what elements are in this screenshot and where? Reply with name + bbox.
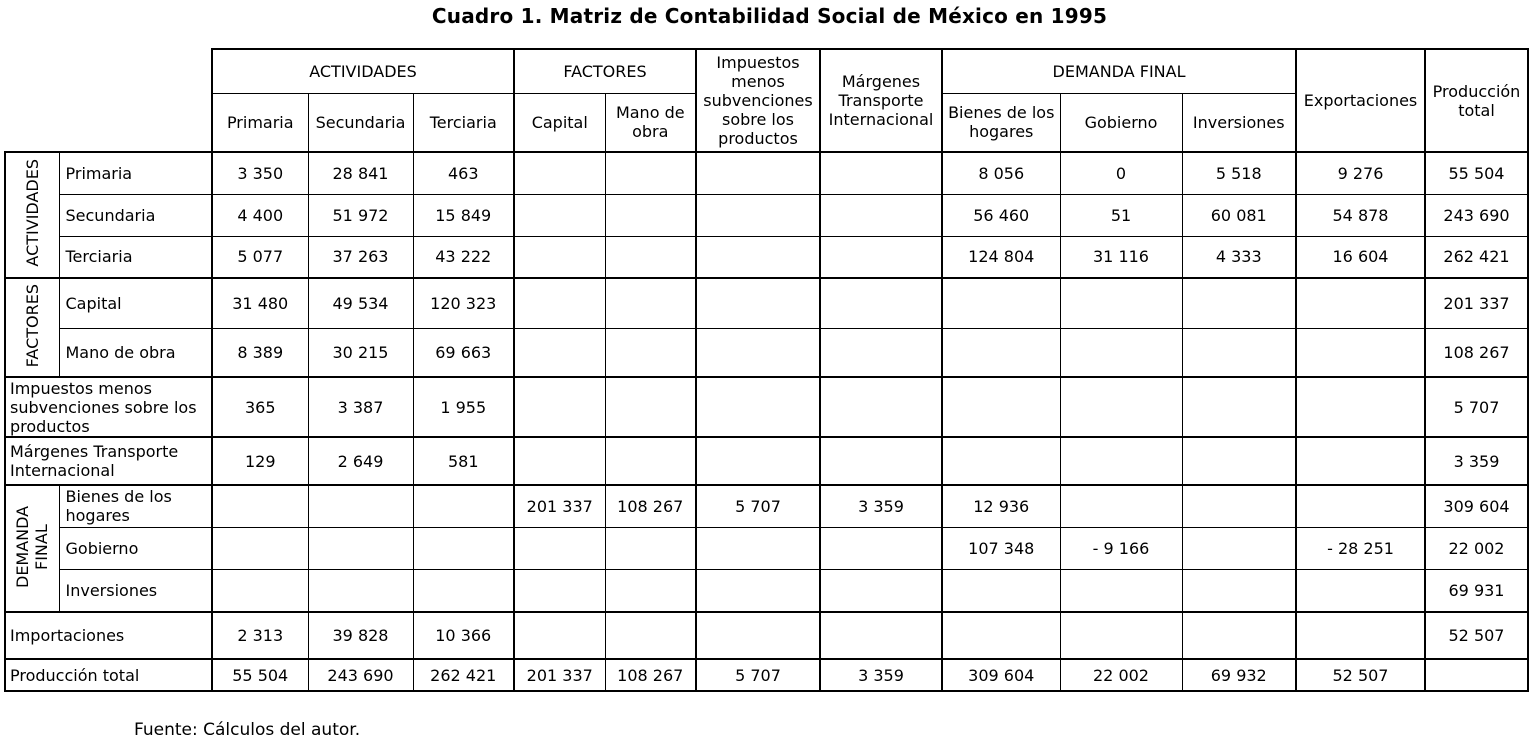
group-label-demanda-final [5,485,59,612]
table-cell: 52 507 [1296,659,1425,691]
table-cell: 129 [212,437,308,485]
table-cell [1060,485,1182,527]
table-row [5,485,1528,527]
header-margenes: Márgenes Transporte Internacional [820,49,942,152]
table-cell [1182,278,1296,328]
table-cell [942,328,1060,377]
table-cell: 55 504 [212,659,308,691]
table-row [5,377,1528,437]
table-cell: 60 081 [1182,194,1296,236]
corner-cell [5,49,212,152]
header-sub-terciaria: Terciaria [413,93,514,152]
group-label-actividades [5,152,59,278]
header-sub-mano-de-obra: Mano de obra [605,93,696,152]
table-cell: 28 841 [308,152,413,194]
table-cell: 10 366 [413,612,514,659]
table-cell: 5 707 [696,659,820,691]
table-cell [1296,328,1425,377]
table-cell: 3 359 [1425,437,1528,485]
group-label-factores [5,278,59,377]
table-cell: - 28 251 [1296,527,1425,569]
table-row [5,612,1528,659]
table-cell: 12 936 [942,485,1060,527]
table-cell [696,328,820,377]
table-cell [1060,377,1182,437]
table-cell [308,485,413,527]
table-cell: 2 313 [212,612,308,659]
table-cell [1425,659,1528,691]
table-cell [1296,569,1425,612]
table-cell: 8 056 [942,152,1060,194]
table-cell [413,485,514,527]
table-cell [605,328,696,377]
table-cell [605,152,696,194]
table-cell [605,236,696,278]
table-row [5,236,1528,278]
table-cell [820,194,942,236]
row-label-gobierno: Gobierno [59,527,212,569]
table-cell [605,569,696,612]
table-cell [1296,437,1425,485]
table-cell: 39 828 [308,612,413,659]
table-cell: 22 002 [1425,527,1528,569]
table-cell: 54 878 [1296,194,1425,236]
table-cell: 108 267 [605,659,696,691]
social-accounting-matrix-table [4,48,1529,692]
row-label-secundaria: Secundaria [59,194,212,236]
table-cell: 463 [413,152,514,194]
row-label-importaciones: Importaciones [5,612,212,659]
table-cell [696,377,820,437]
table-cell: 581 [413,437,514,485]
row-label-produccion-total: Producción total [5,659,212,691]
row-label-bienes-hogares: Bienes de los hogares [59,485,212,527]
table-cell: 3 350 [212,152,308,194]
table-cell: 201 337 [1425,278,1528,328]
table-cell [1060,612,1182,659]
table-cell [942,377,1060,437]
table-cell [696,236,820,278]
table-cell [696,527,820,569]
table-cell [942,569,1060,612]
table-cell [212,485,308,527]
table-cell: 69 931 [1425,569,1528,612]
row-label-impuestos: Impuestos menos subvenciones sobre los productos [5,377,212,437]
table-cell: 262 421 [1425,236,1528,278]
table-cell: 3 387 [308,377,413,437]
table-cell [820,377,942,437]
table-cell: 69 932 [1182,659,1296,691]
table-cell: 243 690 [1425,194,1528,236]
table-cell [514,328,605,377]
table-cell: 2 649 [308,437,413,485]
table-cell [820,328,942,377]
table-cell: 31 116 [1060,236,1182,278]
table-cell: 5 518 [1182,152,1296,194]
table-cell [820,437,942,485]
table-title: Cuadro 1. Matriz de Contabilidad Social de México en 1995 [431,4,1108,28]
table-cell [605,377,696,437]
table-cell [820,278,942,328]
table-cell [514,527,605,569]
table-cell: 22 002 [1060,659,1182,691]
table-cell: 5 077 [212,236,308,278]
table-cell [696,437,820,485]
table-cell: 16 604 [1296,236,1425,278]
table-cell [605,437,696,485]
table-cell [514,278,605,328]
table-cell [1060,328,1182,377]
table-cell: 56 460 [942,194,1060,236]
table-cell: 43 222 [413,236,514,278]
table-cell [696,152,820,194]
table-cell: 262 421 [413,659,514,691]
table-cell: 0 [1060,152,1182,194]
table-cell: 37 263 [308,236,413,278]
table-cell [1060,437,1182,485]
table-cell: 108 267 [605,485,696,527]
table-cell [605,612,696,659]
table-cell: 5 707 [696,485,820,527]
table-cell [696,278,820,328]
table-cell: 3 359 [820,485,942,527]
row-label-primaria: Primaria [59,152,212,194]
header-exportaciones: Exportaciones [1296,49,1425,152]
header-impuestos: Impuestos menos subvenciones sobre los productos [696,49,820,152]
table-cell: 309 604 [1425,485,1528,527]
table-cell [514,377,605,437]
table-cell [1182,527,1296,569]
table-cell [413,569,514,612]
table-row [5,194,1528,236]
table-cell: 9 276 [1296,152,1425,194]
table-cell [1182,377,1296,437]
table-cell: 108 267 [1425,328,1528,377]
row-label-terciaria: Terciaria [59,236,212,278]
table-cell [514,152,605,194]
table-cell: 8 389 [212,328,308,377]
table-row [5,527,1528,569]
table-cell: - 9 166 [1060,527,1182,569]
table-row [5,659,1528,691]
table-cell: 201 337 [514,659,605,691]
table-cell: 3 359 [820,659,942,691]
table-cell: 365 [212,377,308,437]
table-cell: 49 534 [308,278,413,328]
table-cell: 69 663 [413,328,514,377]
table-cell [1296,377,1425,437]
table-cell [696,194,820,236]
table-cell [820,612,942,659]
header-sub-capital: Capital [514,93,605,152]
table-cell [413,527,514,569]
table-cell [1182,328,1296,377]
table-cell: 120 323 [413,278,514,328]
table-cell [308,527,413,569]
table-cell [605,278,696,328]
row-label-margenes: Márgenes Transporte Internacional [5,437,212,485]
table-cell [942,278,1060,328]
table-cell [1296,278,1425,328]
table-cell: 52 507 [1425,612,1528,659]
table-cell [308,569,413,612]
header-actividades: ACTIVIDADES [212,49,514,93]
table-cell: 51 [1060,194,1182,236]
table-row [5,569,1528,612]
table-cell [605,527,696,569]
group-label-text: ACTIVIDADES [22,159,42,267]
table-cell [1182,437,1296,485]
table-cell [1182,612,1296,659]
table-cell [942,437,1060,485]
table-cell [820,527,942,569]
header-sub-secundaria: Secundaria [308,93,413,152]
header-produccion-total: Producción total [1425,49,1528,152]
table-cell [1182,485,1296,527]
row-label-inversiones: Inversiones [59,569,212,612]
table-cell [942,612,1060,659]
table-row [5,437,1528,485]
table-cell [605,194,696,236]
table-cell: 55 504 [1425,152,1528,194]
header-sub-bienes-hogares: Bienes de los hogares [942,93,1060,152]
table-cell: 5 707 [1425,377,1528,437]
table-cell [820,569,942,612]
table-cell: 4 333 [1182,236,1296,278]
table-cell [212,527,308,569]
table-cell: 15 849 [413,194,514,236]
table-cell: 124 804 [942,236,1060,278]
table-cell: 51 972 [308,194,413,236]
table-cell: 309 604 [942,659,1060,691]
table-cell: 31 480 [212,278,308,328]
row-label-capital: Capital [59,278,212,328]
group-label-text: FACTORES [22,283,42,368]
table-row [5,328,1528,377]
header-sub-primaria: Primaria [212,93,308,152]
table-cell: 1 955 [413,377,514,437]
row-label-mano-de-obra: Mano de obra [59,328,212,377]
header-demanda-final: DEMANDA FINAL [942,49,1296,93]
table-cell [514,612,605,659]
table-cell: 243 690 [308,659,413,691]
table-cell [820,236,942,278]
table-cell [514,437,605,485]
table-row [5,152,1528,194]
table-cell [212,569,308,612]
table-cell: 4 400 [212,194,308,236]
table-cell [1296,612,1425,659]
table-cell [1296,485,1425,527]
table-cell [820,152,942,194]
header-sub-inversiones: Inversiones [1182,93,1296,152]
table-cell [514,194,605,236]
table-cell: 201 337 [514,485,605,527]
table-cell [1060,569,1182,612]
table-cell: 30 215 [308,328,413,377]
table-cell [696,569,820,612]
table-cell [1060,278,1182,328]
header-sub-gobierno: Gobierno [1060,93,1182,152]
table-row [5,278,1528,328]
table-cell [1182,569,1296,612]
header-row-1 [5,49,1528,93]
table-cell [514,236,605,278]
group-label-text: DEMANDA FINAL [13,505,52,588]
table-cell: 107 348 [942,527,1060,569]
source-note: Fuente: Cálculos del autor. [134,720,361,740]
table-cell [696,612,820,659]
header-factores: FACTORES [514,49,696,93]
table-cell [514,569,605,612]
